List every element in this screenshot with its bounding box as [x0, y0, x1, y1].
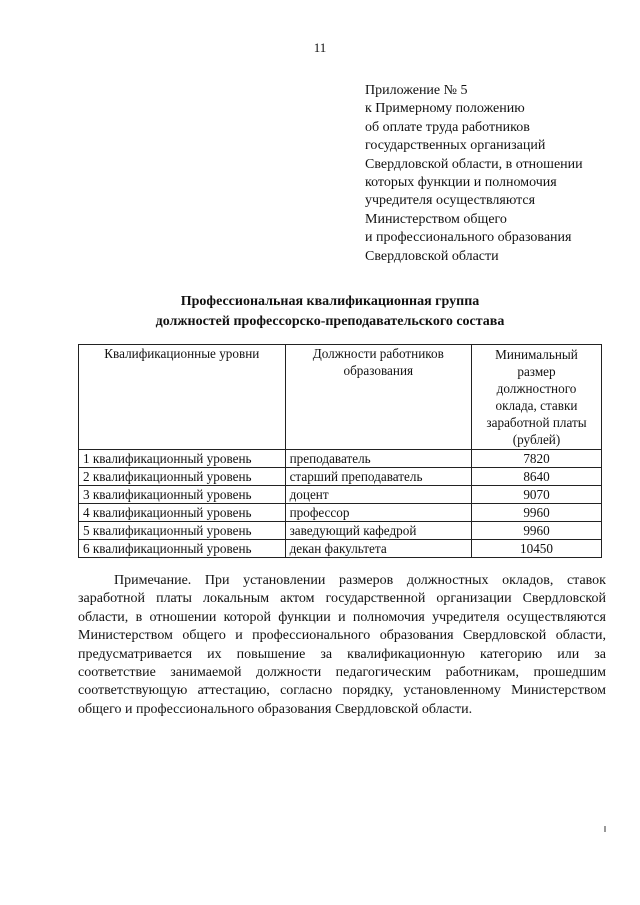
- table-header-row: [79, 345, 602, 450]
- table-row: [79, 450, 602, 468]
- table-row: [79, 540, 602, 558]
- page-number: 11: [313, 40, 327, 55]
- header-levels: Квалификационные уровни: [79, 345, 286, 450]
- cell-level: 2 квалификационный уровень: [79, 468, 286, 486]
- table-row: [79, 522, 602, 540]
- appendix-line: Приложение № 5: [365, 83, 468, 98]
- cell-salary: 8640: [472, 468, 602, 486]
- cell-level: 1 квалификационный уровень: [79, 450, 286, 468]
- cell-level: 6 квалификационный уровень: [79, 540, 286, 558]
- header-positions: Должности работников образования: [285, 345, 471, 450]
- appendix-line: государственных организаций: [365, 138, 546, 154]
- title-line-2: должностей профессорско-преподавательского состава: [155, 314, 505, 329]
- cell-salary: 9960: [472, 522, 602, 540]
- scan-mark: [604, 826, 606, 832]
- appendix-line: об оплате труда работников: [365, 119, 530, 135]
- qualification-table: [78, 344, 602, 558]
- table-row: [79, 486, 602, 504]
- title-line-1: Профессиональная квалификационная группа: [180, 294, 480, 309]
- note-paragraph: Примечание. При установлении размеров должностных окладов, ставок заработной платы локальным актом государственной организации Свердловской области, в отношении которой функции и полномочия учредителя осуществляются Министерством общего и профессионального образования Свердловской области, предусматривается их повышение за квалификационную категорию или за соответствие занимаемой должности педагогическим работникам, прошедшим соответствующую аттестацию, согласно порядку, установленному Министерством общего и профессионального образования Свердловской области.: [78, 573, 606, 717]
- cell-level: 3 квалификационный уровень: [79, 486, 286, 504]
- appendix-line: Свердловской области, в отношении: [365, 156, 583, 172]
- appendix-line: которых функции и полномочия: [365, 175, 557, 191]
- cell-level: 5 квалификационный уровень: [79, 522, 286, 540]
- appendix-line: Министерством общего: [365, 211, 507, 227]
- cell-position: декан факультета: [285, 540, 471, 558]
- appendix-header: [365, 82, 625, 266]
- cell-salary: 9960: [472, 504, 602, 522]
- cell-level: 4 квалификационный уровень: [79, 504, 286, 522]
- cell-position: преподаватель: [285, 450, 471, 468]
- cell-position: старший преподаватель: [285, 468, 471, 486]
- table-row: [79, 504, 602, 522]
- header-salary: Минимальный размер должностного оклада, ставки заработной платы (рублей): [472, 345, 602, 450]
- appendix-line: к Примерному положению: [365, 101, 525, 117]
- cell-salary: 9070: [472, 486, 602, 504]
- appendix-line: учредителя осуществляются: [365, 193, 536, 209]
- table-row: [79, 468, 602, 486]
- cell-position: доцент: [285, 486, 471, 504]
- cell-salary: 7820: [472, 450, 602, 468]
- appendix-line: и профессионального образования: [365, 230, 572, 246]
- document-title: [0, 292, 640, 332]
- cell-salary: 10450: [472, 540, 602, 558]
- cell-position: профессор: [285, 504, 471, 522]
- appendix-line: Свердловской области: [365, 248, 499, 264]
- cell-position: заведующий кафедрой: [285, 522, 471, 540]
